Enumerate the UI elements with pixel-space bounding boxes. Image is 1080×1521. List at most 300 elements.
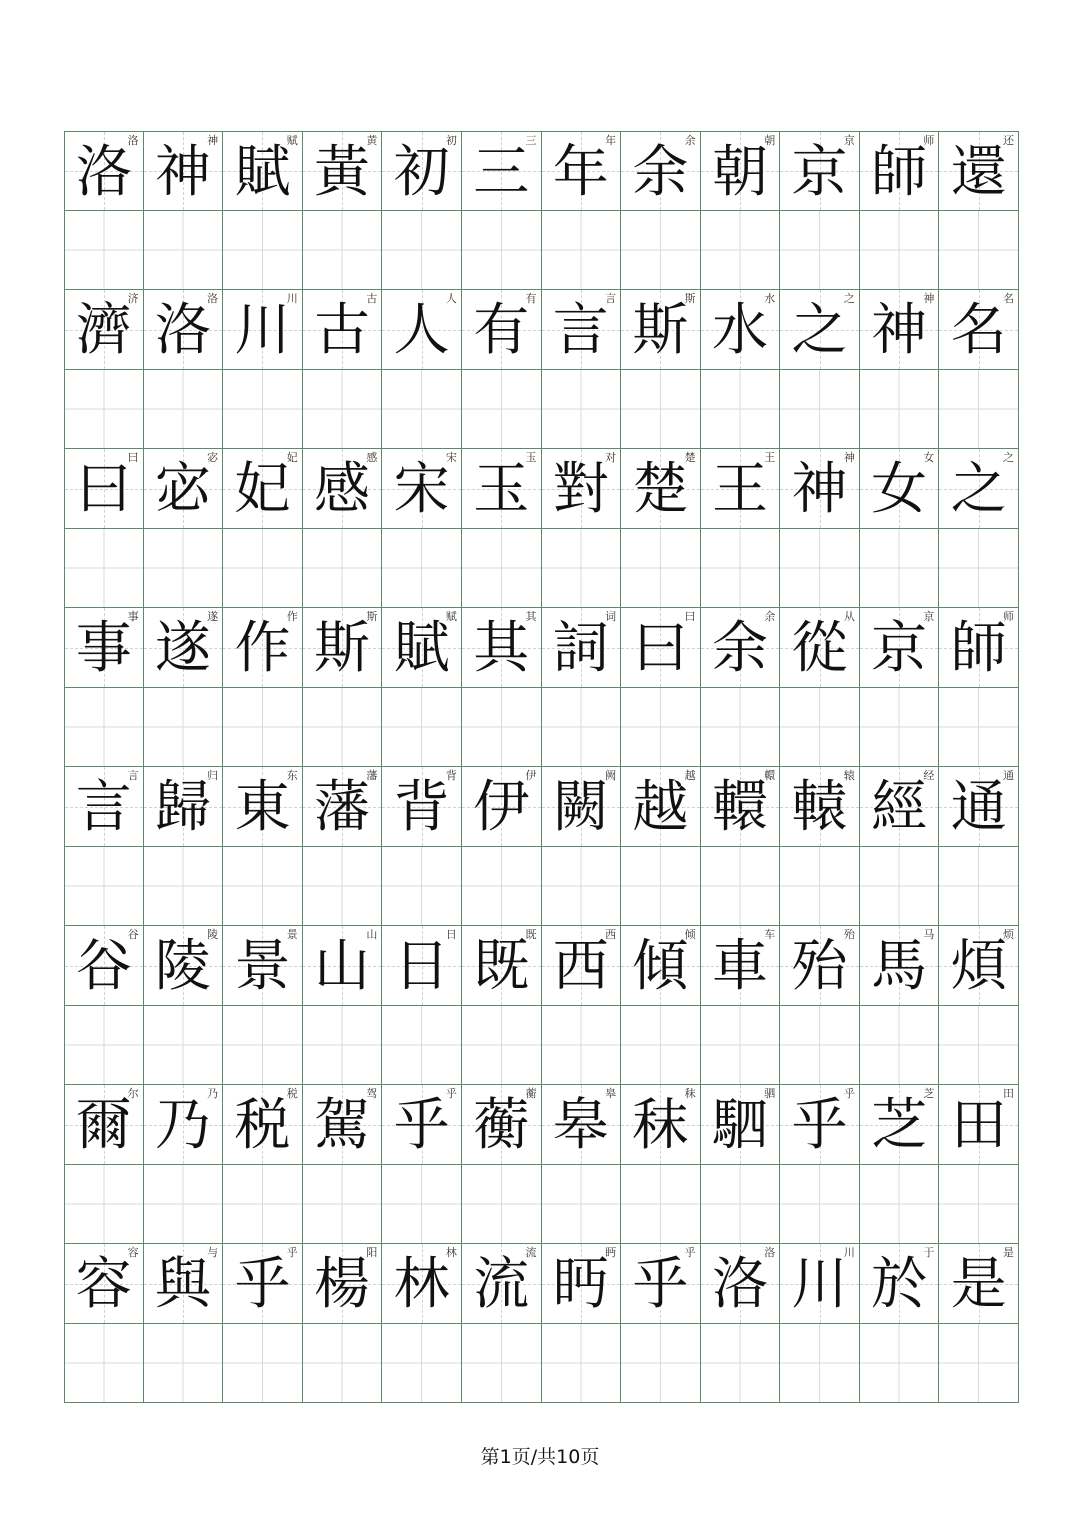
simplified-gloss: 曰: [684, 610, 696, 623]
character-cell: [303, 767, 383, 847]
practice-cell: [64, 847, 144, 926]
practice-cell: [64, 529, 144, 608]
character-cell: [382, 131, 462, 211]
practice-grid: [64, 131, 1019, 1403]
practice-row: [64, 847, 1019, 926]
practice-cell: [144, 1324, 224, 1403]
practice-cell: [860, 529, 940, 608]
simplified-gloss: 从: [843, 610, 855, 623]
practice-cell: [701, 529, 781, 608]
character-row: [64, 926, 1019, 1006]
character-cell: [144, 1244, 224, 1324]
calligraphy-character: 芝: [871, 1093, 928, 1158]
calligraphy-character: 斯: [314, 616, 371, 681]
simplified-gloss: 感: [366, 451, 378, 464]
simplified-gloss: 朝: [764, 134, 776, 147]
simplified-gloss: 赋: [286, 134, 298, 147]
practice-cell: [939, 847, 1019, 926]
character-cell: [303, 1085, 383, 1165]
practice-cell: [542, 1006, 622, 1085]
simplified-gloss: 阳: [366, 1246, 378, 1259]
practice-cell: [621, 847, 701, 926]
character-cell: [382, 449, 462, 529]
calligraphy-character: 税: [234, 1093, 291, 1158]
simplified-gloss: 驾: [366, 1087, 378, 1100]
calligraphy-character: 神: [871, 298, 928, 363]
calligraphy-character: 初: [393, 140, 450, 205]
character-cell: [701, 290, 781, 370]
simplified-gloss: 西: [605, 928, 617, 941]
practice-cell: [462, 1324, 542, 1403]
simplified-gloss: 背: [445, 769, 457, 782]
character-cell: [621, 131, 701, 211]
practice-cell: [860, 1006, 940, 1085]
calligraphy-character: 年: [552, 140, 609, 205]
character-cell: [382, 608, 462, 688]
simplified-gloss: 曰: [127, 451, 139, 464]
simplified-gloss: 尔: [127, 1087, 139, 1100]
practice-row: [64, 529, 1019, 608]
character-cell: [223, 1085, 303, 1165]
character-cell: [144, 608, 224, 688]
character-cell: [780, 1085, 860, 1165]
calligraphy-character: 玉: [473, 457, 530, 522]
simplified-gloss: 山: [366, 928, 378, 941]
character-cell: [860, 1085, 940, 1165]
character-cell: [701, 1244, 781, 1324]
calligraphy-character: 洛: [75, 140, 132, 205]
practice-cell: [462, 1006, 542, 1085]
practice-cell: [382, 1324, 462, 1403]
calligraphy-character: 從: [791, 616, 848, 681]
simplified-gloss: 驷: [764, 1087, 776, 1100]
practice-cell: [621, 688, 701, 767]
calligraphy-character: 東: [234, 775, 291, 840]
calligraphy-character: 宋: [393, 457, 450, 522]
calligraphy-character: 對: [552, 457, 609, 522]
character-cell: [542, 767, 622, 847]
simplified-gloss: 黄: [366, 134, 378, 147]
character-cell: [701, 608, 781, 688]
character-cell: [223, 926, 303, 1006]
calligraphy-character: 車: [711, 934, 768, 999]
calligraphy-character: 師: [871, 140, 928, 205]
calligraphy-character: 神: [154, 140, 211, 205]
character-cell: [701, 131, 781, 211]
simplified-gloss: 倾: [684, 928, 696, 941]
calligraphy-character: 賦: [393, 616, 450, 681]
practice-cell: [303, 847, 383, 926]
simplified-gloss: 于: [923, 1246, 935, 1259]
calligraphy-character: 闕: [552, 775, 609, 840]
simplified-gloss: 秣: [684, 1087, 696, 1100]
practice-cell: [144, 688, 224, 767]
practice-cell: [542, 370, 622, 449]
character-cell: [64, 449, 144, 529]
calligraphy-character: 師: [950, 616, 1007, 681]
calligraphy-character: 黃: [314, 140, 371, 205]
practice-cell: [780, 1165, 860, 1244]
practice-cell: [701, 1165, 781, 1244]
calligraphy-character: 其: [473, 616, 530, 681]
practice-cell: [939, 688, 1019, 767]
calligraphy-character: 於: [871, 1252, 928, 1317]
calligraphy-character: 是: [950, 1252, 1007, 1317]
practice-cell: [542, 211, 622, 290]
practice-cell: [223, 1006, 303, 1085]
practice-row: [64, 1165, 1019, 1244]
simplified-gloss: 言: [605, 292, 617, 305]
practice-cell: [621, 1324, 701, 1403]
character-row: [64, 1244, 1019, 1324]
simplified-gloss: 女: [923, 451, 935, 464]
character-cell: [303, 449, 383, 529]
simplified-gloss: 芝: [923, 1087, 935, 1100]
practice-cell: [303, 1324, 383, 1403]
simplified-gloss: 水: [764, 292, 776, 305]
simplified-gloss: 皋: [605, 1087, 617, 1100]
character-cell: [64, 767, 144, 847]
calligraphy-character: 事: [75, 616, 132, 681]
practice-cell: [223, 847, 303, 926]
calligraphy-character: 煩: [950, 934, 1007, 999]
character-cell: [939, 1085, 1019, 1165]
simplified-gloss: 赋: [445, 610, 457, 623]
character-cell: [939, 131, 1019, 211]
practice-cell: [860, 211, 940, 290]
practice-cell: [542, 529, 622, 608]
practice-cell: [144, 1006, 224, 1085]
simplified-gloss: 事: [127, 610, 139, 623]
simplified-gloss: 马: [923, 928, 935, 941]
practice-cell: [64, 688, 144, 767]
practice-cell: [701, 688, 781, 767]
character-cell: [303, 290, 383, 370]
character-cell: [542, 449, 622, 529]
calligraphy-character: 王: [711, 457, 768, 522]
calligraphy-character: 人: [393, 298, 450, 363]
calligraphy-character: 川: [791, 1252, 848, 1317]
calligraphy-character: 之: [950, 457, 1007, 522]
practice-cell: [303, 529, 383, 608]
practice-cell: [223, 1324, 303, 1403]
simplified-gloss: 流: [525, 1246, 537, 1259]
simplified-gloss: 乎: [445, 1087, 457, 1100]
simplified-gloss: 既: [525, 928, 537, 941]
practice-cell: [303, 1006, 383, 1085]
simplified-gloss: 轘: [764, 769, 776, 782]
calligraphy-character: 遂: [154, 616, 211, 681]
character-cell: [701, 1085, 781, 1165]
calligraphy-character: 容: [75, 1252, 132, 1317]
simplified-gloss: 神: [207, 134, 219, 147]
character-row: [64, 290, 1019, 370]
calligraphy-character: 妃: [234, 457, 291, 522]
character-cell: [780, 926, 860, 1006]
calligraphy-character: 余: [711, 616, 768, 681]
calligraphy-character: 秣: [632, 1093, 689, 1158]
simplified-gloss: 蘅: [525, 1087, 537, 1100]
practice-cell: [223, 211, 303, 290]
character-cell: [860, 926, 940, 1006]
calligraphy-character: 歸: [154, 775, 211, 840]
character-cell: [144, 290, 224, 370]
character-cell: [462, 608, 542, 688]
practice-cell: [621, 211, 701, 290]
simplified-gloss: 是: [1003, 1246, 1014, 1259]
simplified-gloss: 作: [286, 610, 298, 623]
simplified-gloss: 人: [445, 292, 457, 305]
practice-cell: [939, 211, 1019, 290]
simplified-gloss: 田: [1003, 1087, 1014, 1100]
calligraphy-character: 作: [234, 616, 291, 681]
character-cell: [780, 449, 860, 529]
simplified-gloss: 楚: [684, 451, 696, 464]
character-cell: [144, 767, 224, 847]
practice-cell: [64, 370, 144, 449]
simplified-gloss: 济: [127, 292, 139, 305]
simplified-gloss: 乎: [843, 1087, 855, 1100]
practice-cell: [780, 1006, 860, 1085]
calligraphy-character: 林: [393, 1252, 450, 1317]
practice-cell: [144, 847, 224, 926]
character-row: [64, 449, 1019, 529]
character-cell: [303, 926, 383, 1006]
simplified-gloss: 言: [127, 769, 139, 782]
practice-cell: [64, 1006, 144, 1085]
simplified-gloss: 王: [764, 451, 776, 464]
practice-cell: [144, 211, 224, 290]
character-cell: [223, 1244, 303, 1324]
practice-cell: [223, 529, 303, 608]
character-cell: [621, 926, 701, 1006]
calligraphy-character: 有: [473, 298, 530, 363]
character-row: [64, 608, 1019, 688]
simplified-gloss: 师: [1003, 610, 1014, 623]
character-cell: [939, 290, 1019, 370]
simplified-gloss: 陵: [207, 928, 219, 941]
character-cell: [144, 131, 224, 211]
simplified-gloss: 古: [366, 292, 378, 305]
character-cell: [382, 290, 462, 370]
character-cell: [939, 449, 1019, 529]
simplified-gloss: 车: [764, 928, 776, 941]
calligraphy-character: 皋: [552, 1093, 609, 1158]
simplified-gloss: 名: [1003, 292, 1014, 305]
simplified-gloss: 之: [843, 292, 855, 305]
practice-cell: [223, 688, 303, 767]
practice-cell: [860, 1165, 940, 1244]
calligraphy-character: 乎: [632, 1252, 689, 1317]
calligraphy-character: 乎: [791, 1093, 848, 1158]
calligraphy-character: 流: [473, 1252, 530, 1317]
calligraphy-character: 陵: [154, 934, 211, 999]
practice-row: [64, 1324, 1019, 1403]
character-cell: [64, 1244, 144, 1324]
practice-cell: [860, 1324, 940, 1403]
practice-cell: [462, 1165, 542, 1244]
character-cell: [64, 926, 144, 1006]
practice-cell: [462, 847, 542, 926]
practice-cell: [860, 847, 940, 926]
calligraphy-character: 詞: [552, 616, 609, 681]
practice-cell: [303, 370, 383, 449]
practice-row: [64, 688, 1019, 767]
simplified-gloss: 洛: [127, 134, 139, 147]
character-cell: [223, 131, 303, 211]
simplified-gloss: 与: [207, 1246, 219, 1259]
character-cell: [462, 131, 542, 211]
simplified-gloss: 余: [684, 134, 696, 147]
simplified-gloss: 林: [445, 1246, 457, 1259]
character-cell: [64, 290, 144, 370]
calligraphy-character: 越: [632, 775, 689, 840]
simplified-gloss: 日: [445, 928, 457, 941]
character-cell: [860, 1244, 940, 1324]
practice-row: [64, 211, 1019, 290]
character-cell: [462, 449, 542, 529]
character-cell: [223, 290, 303, 370]
simplified-gloss: 谷: [127, 928, 139, 941]
simplified-gloss: 辕: [843, 769, 855, 782]
practice-cell: [382, 1006, 462, 1085]
practice-cell: [382, 688, 462, 767]
practice-cell: [701, 1006, 781, 1085]
character-row: [64, 131, 1019, 211]
calligraphy-character: 曰: [632, 616, 689, 681]
practice-cell: [939, 1165, 1019, 1244]
character-cell: [860, 449, 940, 529]
practice-cell: [144, 370, 224, 449]
character-cell: [462, 767, 542, 847]
simplified-gloss: 乃: [207, 1087, 219, 1100]
practice-cell: [382, 529, 462, 608]
calligraphy-character: 洛: [711, 1252, 768, 1317]
simplified-gloss: 容: [127, 1246, 139, 1259]
character-cell: [462, 290, 542, 370]
character-cell: [462, 1085, 542, 1165]
simplified-gloss: 斯: [366, 610, 378, 623]
character-cell: [939, 608, 1019, 688]
character-cell: [542, 1085, 622, 1165]
calligraphy-character: 山: [314, 934, 371, 999]
calligraphy-character: 乎: [393, 1093, 450, 1158]
simplified-gloss: 宓: [207, 451, 219, 464]
character-cell: [621, 1085, 701, 1165]
simplified-gloss: 还: [1003, 134, 1014, 147]
character-cell: [860, 608, 940, 688]
calligraphy-character: 日: [393, 934, 450, 999]
simplified-gloss: 词: [605, 610, 617, 623]
calligraphy-character: 感: [314, 457, 371, 522]
calligraphy-character: 乎: [234, 1252, 291, 1317]
character-cell: [382, 926, 462, 1006]
practice-cell: [462, 370, 542, 449]
calligraphy-character: 谷: [75, 934, 132, 999]
character-cell: [382, 1244, 462, 1324]
simplified-gloss: 妃: [286, 451, 298, 464]
practice-cell: [780, 1324, 860, 1403]
calligraphy-character: 京: [791, 140, 848, 205]
practice-cell: [621, 1165, 701, 1244]
character-cell: [860, 131, 940, 211]
character-row: [64, 767, 1019, 847]
simplified-gloss: 遂: [207, 610, 219, 623]
simplified-gloss: 殆: [843, 928, 855, 941]
practice-cell: [382, 370, 462, 449]
practice-cell: [939, 1324, 1019, 1403]
practice-cell: [223, 370, 303, 449]
character-cell: [64, 608, 144, 688]
simplified-gloss: 初: [445, 134, 457, 147]
calligraphy-character: 古: [314, 298, 371, 363]
practice-cell: [939, 370, 1019, 449]
calligraphy-character: 背: [393, 775, 450, 840]
calligraphy-character: 西: [552, 934, 609, 999]
calligraphy-character: 爾: [75, 1093, 132, 1158]
character-cell: [621, 1244, 701, 1324]
simplified-gloss: 东: [286, 769, 298, 782]
practice-cell: [144, 529, 224, 608]
simplified-gloss: 乎: [286, 1246, 298, 1259]
practice-cell: [780, 211, 860, 290]
calligraphy-character: 經: [871, 775, 928, 840]
practice-cell: [462, 688, 542, 767]
practice-cell: [701, 1324, 781, 1403]
practice-cell: [542, 847, 622, 926]
calligraphy-character: 乃: [154, 1093, 211, 1158]
simplified-gloss: 伊: [525, 769, 537, 782]
practice-cell: [621, 1006, 701, 1085]
practice-cell: [780, 688, 860, 767]
character-cell: [701, 926, 781, 1006]
character-cell: [621, 608, 701, 688]
character-cell: [780, 767, 860, 847]
practice-cell: [144, 1165, 224, 1244]
practice-cell: [223, 1165, 303, 1244]
character-cell: [621, 449, 701, 529]
practice-cell: [939, 529, 1019, 608]
practice-cell: [542, 688, 622, 767]
character-cell: [542, 131, 622, 211]
calligraphy-character: 言: [75, 775, 132, 840]
simplified-gloss: 余: [764, 610, 776, 623]
simplified-gloss: 师: [923, 134, 935, 147]
calligraphy-character: 轅: [791, 775, 848, 840]
practice-cell: [542, 1165, 622, 1244]
practice-cell: [64, 1324, 144, 1403]
character-row: [64, 1085, 1019, 1165]
calligraphy-character: 神: [791, 457, 848, 522]
page-footer: 第1页/共10页: [480, 1446, 600, 1468]
simplified-gloss: 藩: [366, 769, 378, 782]
practice-cell: [462, 211, 542, 290]
calligraphy-character: 還: [950, 140, 1007, 205]
character-cell: [462, 926, 542, 1006]
practice-cell: [701, 847, 781, 926]
character-cell: [223, 608, 303, 688]
calligraphy-character: 與: [154, 1252, 211, 1317]
practice-cell: [382, 847, 462, 926]
practice-row: [64, 1006, 1019, 1085]
character-cell: [144, 926, 224, 1006]
simplified-gloss: 宋: [445, 451, 457, 464]
simplified-gloss: 眄: [605, 1246, 617, 1259]
simplified-gloss: 川: [843, 1246, 855, 1259]
practice-cell: [621, 529, 701, 608]
calligraphy-character: 眄: [552, 1252, 609, 1317]
calligraphy-character: 言: [552, 298, 609, 363]
